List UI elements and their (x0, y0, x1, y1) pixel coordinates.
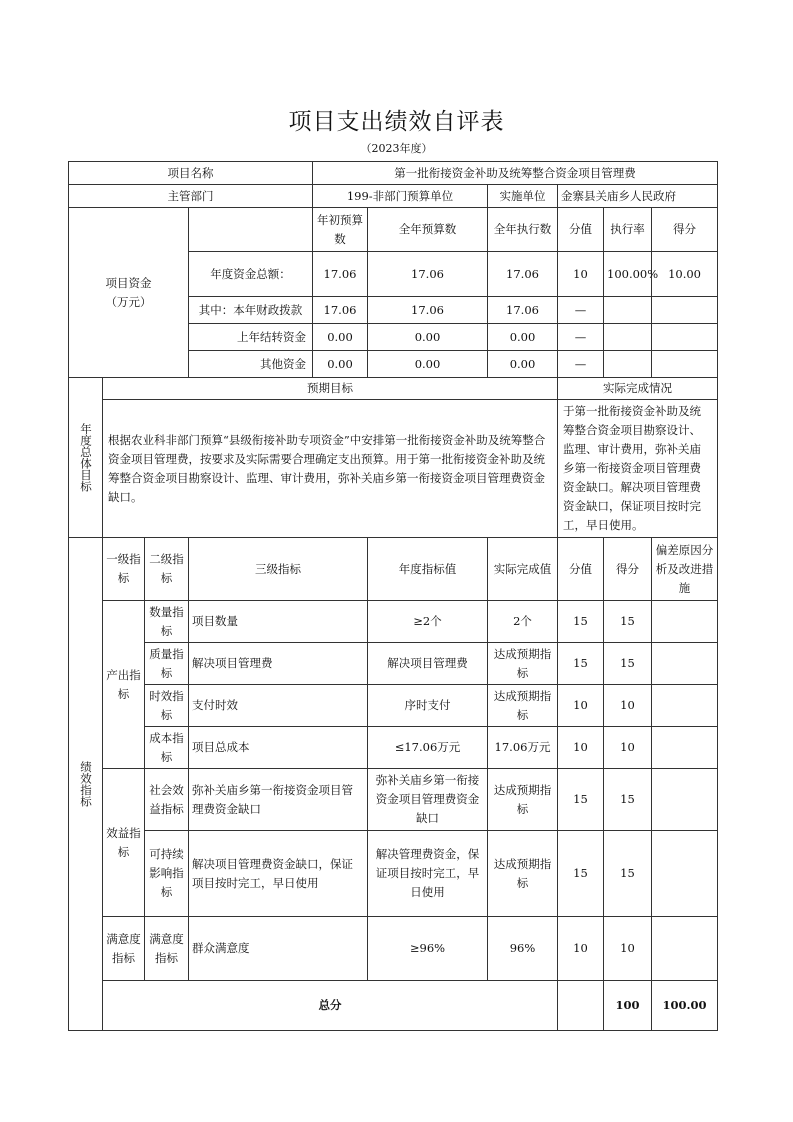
funds-initial: 17.06 (313, 252, 368, 297)
funds-score-value: — (558, 324, 604, 351)
indicator-score-value: 15 (558, 601, 604, 643)
indicator-actual: 达成预期指标 (488, 685, 558, 727)
indicator-actual: 2个 (488, 601, 558, 643)
project-name-value: 第一批衔接资金补助及统筹整合资金项目管理费 (313, 162, 718, 185)
funds-score (652, 351, 718, 378)
funds-initial: 0.00 (313, 351, 368, 378)
actual-goal-header: 实际完成情况 (558, 378, 718, 400)
indicator-target: 序时支付 (368, 685, 488, 727)
indicator-l3: 解决项目管理费 (189, 643, 368, 685)
indicator-deviation (652, 831, 718, 917)
indicator-deviation (652, 601, 718, 643)
satisfaction-indicator-label: 满意度指标 (103, 917, 145, 981)
table-row (69, 727, 718, 769)
funds-label-unit: （万元） (105, 294, 152, 309)
indicator-score-value: 15 (558, 831, 604, 917)
funds-score-value: — (558, 297, 604, 324)
indicator-score-value: 10 (558, 917, 604, 981)
indicator-actual: 达成预期指标 (488, 643, 558, 685)
perf-side-text: 绩效指标 (79, 761, 93, 807)
perf-header-l1: 一级指标 (103, 538, 145, 601)
indicator-score-value: 15 (558, 769, 604, 831)
indicator-actual: 达成预期指标 (488, 831, 558, 917)
header-score-value: 分值 (558, 208, 604, 252)
perf-header-actual: 实际完成值 (488, 538, 558, 601)
indicator-target: 解决管理费资金，保证项目按时完工，早日使用 (368, 831, 488, 917)
funds-label-main: 项目资金 (105, 275, 152, 290)
perf-header-score-value: 分值 (558, 538, 604, 601)
funds-exec-rate (604, 324, 652, 351)
funds-row-label: 其中：本年财政拨款 (189, 297, 313, 324)
table-row (69, 601, 718, 643)
funds-exec-rate: 100.00% (604, 252, 652, 297)
indicator-l2: 质量指标 (145, 643, 189, 685)
indicator-score: 15 (604, 643, 652, 685)
funds-exec: 0.00 (488, 351, 558, 378)
expected-goal-text: 根据农业科非部门预算“县级衔接补助专项资金”中安排第一批衔接资金补助及统筹整合资金项目管理费，按要求及实际需要合理确定支出预算。用于第一批衔接资金补助及统筹整合资金项目勘察设计、监理、审计费用，弥补关庙乡第一衔接资金项目管理费资金缺口。 (103, 400, 558, 538)
expected-goal-header: 预期目标 (103, 378, 558, 400)
perf-header-target: 年度指标值 (368, 538, 488, 601)
funds-exec-rate (604, 351, 652, 378)
funds-score (652, 297, 718, 324)
benefit-indicator-label: 效益指标 (103, 769, 145, 917)
funds-score-value: 10 (558, 252, 604, 297)
funds-full: 0.00 (368, 324, 488, 351)
table-row (69, 769, 718, 831)
funds-score-value: — (558, 351, 604, 378)
funds-exec: 0.00 (488, 324, 558, 351)
indicator-l3: 解决项目管理费资金缺口，保证项目按时完工，早日使用 (189, 831, 368, 917)
table-row (69, 685, 718, 727)
report-year: （2023年度） (360, 142, 433, 155)
goals-side-label (69, 378, 103, 538)
indicator-l2: 社会效益指标 (145, 769, 189, 831)
indicator-deviation (652, 685, 718, 727)
total-value: 100 (604, 981, 652, 1031)
funds-full: 17.06 (368, 297, 488, 324)
impl-label: 实施单位 (488, 185, 558, 208)
project-name-label: 项目名称 (69, 162, 313, 185)
funds-full: 0.00 (368, 351, 488, 378)
perf-header-l2: 二级指标 (145, 538, 189, 601)
indicator-target: ≥96% (368, 917, 488, 981)
header-full: 全年预算数 (368, 208, 488, 252)
header-exec: 全年执行数 (488, 208, 558, 252)
funds-row-label: 上年结转资金 (189, 324, 313, 351)
funds-header-blank (189, 208, 313, 252)
funds-exec: 17.06 (488, 252, 558, 297)
impl-value: 金寨县关庙乡人民政府 (558, 185, 718, 208)
indicator-score: 15 (604, 831, 652, 917)
output-indicator-label: 产出指标 (103, 601, 145, 769)
funds-exec: 17.06 (488, 297, 558, 324)
indicator-score: 10 (604, 685, 652, 727)
indicator-actual: 达成预期指标 (488, 769, 558, 831)
indicator-l2: 时效指标 (145, 685, 189, 727)
indicator-score: 15 (604, 769, 652, 831)
indicator-score-value: 10 (558, 727, 604, 769)
goals-side-text: 年度总体目标 (79, 423, 93, 492)
indicator-actual: 96% (488, 917, 558, 981)
indicator-l2: 数量指标 (145, 601, 189, 643)
perf-header-deviation: 偏差原因分析及改进措施 (652, 538, 718, 601)
table-row (69, 643, 718, 685)
indicator-score-value: 10 (558, 685, 604, 727)
funds-score (652, 324, 718, 351)
indicator-l2: 成本指标 (145, 727, 189, 769)
funds-row-label: 年度资金总额： (189, 252, 313, 297)
funds-initial: 0.00 (313, 324, 368, 351)
header-initial: 年初预算数 (313, 208, 368, 252)
indicator-actual: 17.06万元 (488, 727, 558, 769)
indicator-score: 10 (604, 727, 652, 769)
perf-header-score: 得分 (604, 538, 652, 601)
funds-row-label: 其他资金 (189, 351, 313, 378)
indicator-l3: 弥补关庙乡第一衔接资金项目管理费资金缺口 (189, 769, 368, 831)
indicator-target: ≥2个 (368, 601, 488, 643)
indicator-deviation (652, 917, 718, 981)
indicator-l3: 项目总成本 (189, 727, 368, 769)
indicator-score: 15 (604, 601, 652, 643)
indicator-l2: 满意度指标 (145, 917, 189, 981)
funds-score: 10.00 (652, 252, 718, 297)
dept-value: 199-非部门预算单位 (313, 185, 488, 208)
funds-full: 17.06 (368, 252, 488, 297)
table-row (69, 917, 718, 981)
total-blank (558, 981, 604, 1031)
self-evaluation-table (68, 161, 718, 1031)
indicator-deviation (652, 643, 718, 685)
table-row (69, 831, 718, 917)
total-row (69, 981, 718, 1031)
indicator-score: 10 (604, 917, 652, 981)
page-title: 项目支出绩效自评表 (288, 109, 505, 135)
funds-exec-rate (604, 297, 652, 324)
actual-goal-text: 于第一批衔接资金补助及统筹整合资金项目勘察设计、监理、审计费用，弥补关庙乡第一衔接资金项目管理费资金缺口。解决项目管理费资金缺口，保证项目按时完工，早日使用。 (558, 400, 718, 538)
indicator-deviation (652, 727, 718, 769)
total-label: 总分 (103, 981, 558, 1031)
indicator-l3: 支付时效 (189, 685, 368, 727)
header-exec-rate: 执行率 (604, 208, 652, 252)
indicator-l2: 可持续影响指标 (145, 831, 189, 917)
indicator-l3: 项目数量 (189, 601, 368, 643)
indicator-target: 弥补关庙乡第一衔接资金项目管理费资金缺口 (368, 769, 488, 831)
total-score: 100.00 (652, 981, 718, 1031)
indicator-score-value: 15 (558, 643, 604, 685)
indicator-deviation (652, 769, 718, 831)
perf-side-label (69, 538, 103, 1031)
perf-header-l3: 三级指标 (189, 538, 368, 601)
header-score: 得分 (652, 208, 718, 252)
funds-label (69, 208, 189, 378)
indicator-target: ≤17.06万元 (368, 727, 488, 769)
funds-initial: 17.06 (313, 297, 368, 324)
dept-label: 主管部门 (69, 185, 313, 208)
indicator-target: 解决项目管理费 (368, 643, 488, 685)
indicator-l3: 群众满意度 (189, 917, 368, 981)
